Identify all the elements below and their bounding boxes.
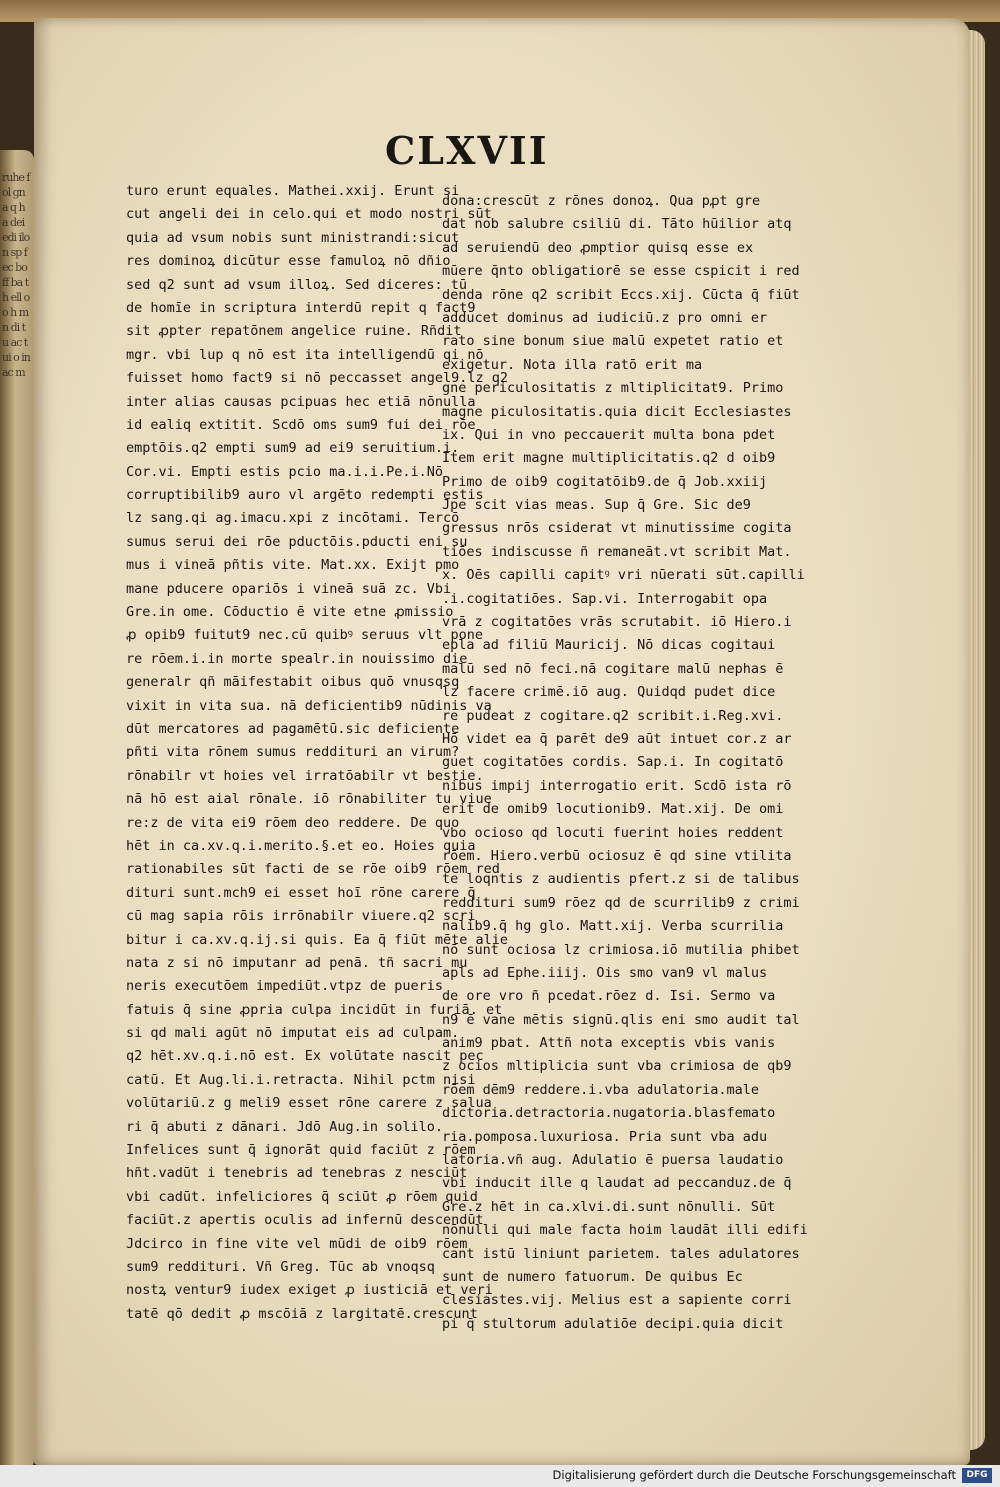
text-line: adducet dominus ad iudiciū.z pro omni er <box>442 309 768 326</box>
text-line: de homīe in scriptura interdū repit q fact9 <box>126 299 476 316</box>
text-line: inter alias causas pcipuas hec etiā nōnulla <box>126 393 476 410</box>
text-line: res dominoꝝ dicūtur esse famuloꝝ nō dñio <box>126 253 451 270</box>
text-line: pi q̄ stultorum adulatiōe decipi.quia dicit <box>442 1315 784 1332</box>
text-line: cant istū liniunt parietem. tales adulatores <box>442 1245 800 1262</box>
text-line: Gre.in ome. Cōductio ē vite etne ꝓmissio <box>126 604 454 621</box>
text-line: magne piculositatis.quia dicit Ecclesiastes <box>442 403 792 420</box>
text-line: re pudeat z cogitare.q2 scribit.i.Reg.xvi. <box>442 707 784 724</box>
text-line: rationabiles sūt facti de se rōe oib9 rōem red <box>126 861 500 878</box>
text-line: quia ad vsum nobis sunt ministrandi:sicut <box>126 229 460 246</box>
text-line: nō sunt ociosa lz crimiosa.iō mutilia phibet <box>442 941 800 958</box>
text-line: sed q2 sunt ad vsum illoꝝ. Sed diceres: tū <box>126 276 468 293</box>
text-line: rōem. Hiero.verbū ociosuz ē qd sine vtilita <box>442 847 792 864</box>
text-line: Item erit magne multiplicitatis.q2 d oib9 <box>442 450 776 467</box>
text-line: dituri sunt.mch9 ei esset hoī rōne carere q̄ <box>126 884 476 901</box>
text-line: malū sed nō feci.nā cogitare malū nephas ē <box>442 660 784 677</box>
text-line: q2 hēt.xv.q.i.nō est. Ex volūtate nascit pec <box>126 1048 484 1065</box>
text-line: Hō videt ea q̄ parēt de9 aūt intuet cor.z ar <box>442 730 792 747</box>
text-line: faciūt.z apertis oculis ad infernū descendūt <box>126 1212 484 1229</box>
text-line: neris executōem impediūt.vtpz de pueris <box>126 978 443 995</box>
text-line: erit de omib9 locutionib9. Mat.xij. De omi <box>442 801 784 818</box>
text-line: dictoria.detractoria.nugatoria.blasfemato <box>442 1105 776 1122</box>
text-line: generalr qñ māifestabit oibus quō vnusqsq <box>126 674 460 691</box>
text-line: nostꝝ ventur9 iudex exiget ꝓ iusticiā et veri <box>126 1282 493 1299</box>
text-line: denda rōne q2 scribit Eccs.xij. Cūcta q̄ fiūt <box>442 286 800 303</box>
text-line: sit ꝓpter repatōnem angelice ruine. Rñdit <box>126 323 462 340</box>
text-line: epla ad filiū Mauricij. Nō dicas cogitaui <box>442 637 776 654</box>
text-line: guet cogitatōes cordis. Sap.i. In cogitatō <box>442 754 784 771</box>
text-line: latoria.vñ aug. Adulatio ē puersa laudatio <box>442 1152 784 1169</box>
text-line: dona:crescūt z rōnes donoꝝ. Qua pꝓt gre <box>442 193 761 209</box>
text-line: mane pducere opariōs i vineā suā zc. Vbi <box>126 580 452 597</box>
text-line: hēt in ca.xv.q.i.merito.§.et eo. Hoies quia <box>126 837 476 854</box>
text-line: nā hō est aial rōnale. iō rōnabiliter tu viue <box>126 791 492 808</box>
text-line: exigetur. Nota illa ratō erit ma <box>442 356 703 373</box>
text-line: gressus nrōs csiderat vt minutissime cogita <box>442 520 792 537</box>
text-line: mūere q̄nto obligatiorē se esse cspicit i red <box>442 263 800 280</box>
text-line: rato sine bonum siue malū expetet ratio et <box>442 333 784 350</box>
text-line: gne periculositatis z mltiplicitat9. Primo <box>442 380 784 397</box>
dfg-logo: DFG <box>962 1468 992 1483</box>
text-line: x. Oēs capilli capitꝰ vri nūerati sūt.capilli <box>442 567 805 584</box>
funding-credit: Digitalisierung gefördert durch die Deutsche Forschungsgemeinschaft <box>552 1468 956 1482</box>
text-line: apls ad Ephe.iiij. Ois smo van9 vl malus <box>442 964 768 981</box>
text-line: Gre.z hēt in ca.xlvi.di.sunt nōnulli. Sūt <box>442 1198 776 1215</box>
text-line: Infelices sunt q̄ ignorāt quid faciūt z rōem <box>126 1142 476 1159</box>
text-line: tatē qō dedit ꝓ mscōiā z largitatē.crescunt <box>126 1305 478 1322</box>
text-line: sumus serui dei rōe pductōis.pducti eni su <box>126 533 468 550</box>
text-line: hñt.vadūt i tenebris ad tenebras z nesciūt <box>126 1165 468 1182</box>
text-line: nalib9.q̄ hg glo. Matt.xij. Verba scurrilia <box>442 918 784 935</box>
text-line: lz facere crimē.iō aug. Quidqd pudet dice <box>442 684 776 701</box>
text-line: si qd mali agūt nō imputat eis ad culpam. <box>126 1025 460 1042</box>
text-line: ri q̄ abuti z dānari. Jdō Aug.in solilo. <box>126 1118 443 1135</box>
text-line: re:z de vita ei9 rōem deo reddere. De quo <box>126 814 460 831</box>
text-line: rōnabilr vt hoies vel irratōabilr vt bestie. <box>126 767 484 784</box>
text-column-right <box>442 190 808 1336</box>
text-column-left <box>126 180 509 1326</box>
text-line: mgr. vbi lup q nō est ita intelligendū qi nō <box>126 346 484 363</box>
text-line: dat nob salubre csiliū di. Tāto hūilior atq <box>442 216 792 233</box>
text-line: ix. Qui in vno peccauerit multa bona pdet <box>442 426 776 443</box>
text-line: vrā z cogitatōes vrās scrutabit. iō Hiero.i <box>442 614 792 631</box>
text-line: fuisset homo fact9 si nō peccasset angel9.lz q2 <box>126 370 509 387</box>
text-line: vbi cadūt. infeliciores q̄ sciūt ꝓ rōem quid <box>126 1188 478 1205</box>
text-line: vbi inducit ille q laudat ad peccanduz.de q̄ <box>442 1175 792 1192</box>
text-line: emptōis.q2 empti sum9 ad ei9 seruitium.i. <box>126 440 460 457</box>
text-line: ꝓ opib9 fuitut9 nec.cū quibꝰ seruus vlt pone <box>126 627 483 644</box>
text-line: nata z si nō imputanr ad penā. tñ sacri mu <box>126 954 468 971</box>
text-line: catū. Et Aug.li.i.retracta. Nihil pctm nisi <box>126 1071 476 1088</box>
text-line: re rōem.i.in morte spealr.in nouissimo die <box>126 650 468 667</box>
text-line: ria.pomposa.luxuriosa. Pria sunt vba adu <box>442 1128 768 1145</box>
text-line: sum9 reddituri. Vñ Greg. Tūc ab vnoqsq <box>126 1258 435 1275</box>
text-line: z ocios mltiplicia sunt vba crimiosa de qb9 <box>442 1058 792 1075</box>
text-line: vixit in vita sua. nā deficientib9 nūdinis va <box>126 697 492 714</box>
text-line: cut angeli dei in celo.qui et modo nostri sūt <box>126 206 492 223</box>
text-line: Jdcirco in fine vite vel mūdi de oib9 rōem <box>126 1235 468 1252</box>
text-line: nōnulli qui male facta hoim laudāt illi edifi <box>442 1222 808 1239</box>
text-line: lz sang.qi ag.imacu.xpi z incōtami. Tercō <box>126 510 460 527</box>
text-line: dūt mercatores ad pagamētū.sic deficiente <box>126 720 460 737</box>
text-line: .i.cogitatiōes. Sap.vi. Interrogabit opa <box>442 590 768 607</box>
folio-number: CLXVII <box>385 128 549 173</box>
text-line: corruptibilib9 auro vl argēto redempti estis <box>126 487 484 504</box>
text-line: Primo de oib9 cogitatōib9.de q̄ Job.xxiij <box>442 473 768 490</box>
digitization-footer <box>0 1465 1000 1487</box>
text-line: pñti vita rōnem sumus reddituri an virum? <box>126 744 460 761</box>
text-line: ad seruiendū deo ꝓmptior quisq esse ex <box>442 239 754 256</box>
text-line: Cor.vi. Empti estis pcio ma.i.i.Pe.i.Nō <box>126 463 443 480</box>
text-line: vbo ocioso qd locuti fuerint hoies reddent <box>442 824 784 841</box>
facing-page-text-fragment: ruhe fol gna q ha dei edi ilon sp fec bo ff ba th ell oo h mn di tu ac tui o in ac m <box>2 171 30 379</box>
text-line: id ealiq extitit. Scdō oms sum9 fui dei rōe <box>126 416 476 433</box>
text-line: reddituri sum9 rōez qd de scurrilib9 z crimi <box>442 894 800 911</box>
text-line: volūtariū.z g meli9 esset rōne carere z salua <box>126 1095 492 1112</box>
text-line: Jpe scit vias meas. Sup q̄ Gre. Sic de9 <box>442 497 751 514</box>
text-line: tiōes indiscusse ñ remaneāt.vt scribit Mat. <box>442 543 792 560</box>
text-line: anim9 pbat. Attñ nota exceptis vbis vanis <box>442 1035 776 1052</box>
facing-page-edge <box>0 150 34 1470</box>
text-line: cū mag sapia rōis irrōnabilr viuere.q2 scri <box>126 908 476 925</box>
text-line: nibus impij interrogatio erit. Scdō ista rō <box>442 777 792 794</box>
text-line: bitur i ca.xv.q.ij.si quis. Ea q̄ fiūt mēte alie <box>126 931 509 948</box>
text-line: sunt de numero fatuorum. De quibus Ec <box>442 1268 743 1285</box>
text-line: rōem dēm9 reddere.i.vba adulatoria.male <box>442 1081 759 1098</box>
text-line: clesiastes.vij. Melius est a sapiente corri <box>442 1292 792 1309</box>
text-line: de ore vro ñ pcedat.rōez d. Isi. Sermo va <box>442 988 776 1005</box>
text-line: fatuis q̄ sine ꝓpria culpa incidūt in furiā. et <box>126 1001 503 1018</box>
text-line: mus i vineā pñtis vite. Mat.xx. Exijt pmo <box>126 557 460 574</box>
text-line: te loqntis z audientis pfert.z si de talibus <box>442 871 800 888</box>
text-line: turo erunt equales. Mathei.xxij. Erunt si <box>126 183 460 199</box>
text-line: n9 ē vane mētis signū.qlis eni smo audit tal <box>442 1011 800 1028</box>
